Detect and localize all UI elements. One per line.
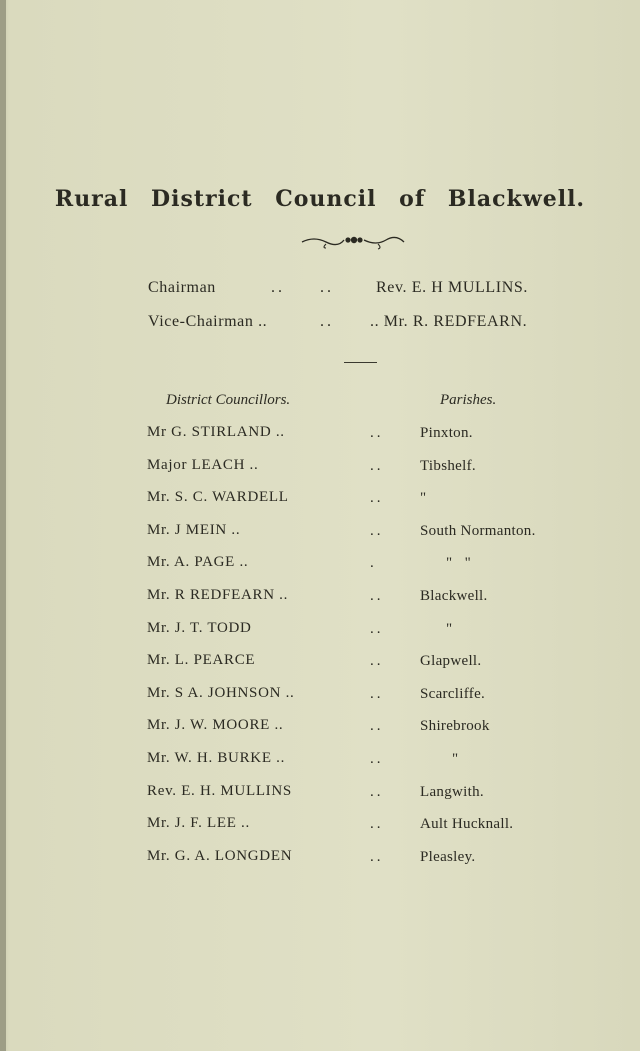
parish-name: South Normanton.	[420, 522, 536, 539]
officer-holder: .. Mr. R. REDFEARN.	[370, 313, 528, 330]
councillor-name: Mr. W. H. BURKE ..	[147, 749, 286, 766]
list-item	[0, 717, 640, 750]
councillors-column-header: District Councillors.	[166, 392, 291, 408]
list-item	[0, 783, 640, 816]
parish-name: " "	[446, 555, 471, 572]
leader-dots: ..	[370, 816, 384, 833]
parish-name: Pinxton.	[420, 425, 473, 441]
list-item	[0, 620, 640, 653]
parish-name: Ault Hucknall.	[420, 816, 514, 833]
leader-dots: ..	[370, 685, 384, 702]
leader-dots: ..	[370, 425, 384, 441]
councillor-name: Mr. J. W. MOORE ..	[147, 717, 284, 734]
council-title: Rural District Council of Blackwell.	[54, 186, 586, 212]
leader-dots: ..	[320, 279, 334, 296]
councillor-name: Mr. J. F. LEE ..	[147, 815, 250, 832]
list-item	[0, 424, 640, 457]
parishes-column-header: Parishes.	[440, 392, 497, 408]
parish-name: Scarcliffe.	[420, 685, 486, 702]
list-item	[0, 587, 640, 620]
councillor-list	[0, 424, 640, 880]
list-item	[0, 457, 640, 490]
councillor-name: Mr. A. PAGE ..	[147, 554, 249, 571]
councillor-name: Mr. L. PEARCE	[147, 652, 256, 669]
councillor-name: Mr. S. C. WARDELL	[147, 489, 289, 506]
leader-dots: ..	[370, 587, 384, 604]
parish-name: Blackwell.	[420, 587, 488, 604]
councillor-name: Mr G. STIRLAND ..	[147, 424, 285, 440]
officer-row-chairman	[0, 279, 640, 303]
leader-dots: ..	[370, 653, 384, 670]
leader-dots: ..	[370, 457, 384, 474]
parish-name: "	[452, 750, 459, 767]
section-divider	[344, 362, 377, 363]
parish-name: Langwith.	[420, 783, 484, 800]
list-item	[0, 652, 640, 685]
parish-name: "	[446, 620, 453, 637]
list-item	[0, 685, 640, 718]
councillor-name: Rev. E. H. MULLINS	[147, 782, 292, 799]
parish-name: "	[420, 490, 427, 507]
leader-dots: ..	[370, 620, 384, 637]
councillor-name: Mr. S A. JOHNSON ..	[147, 684, 295, 701]
councillor-name: Major LEACH ..	[147, 456, 259, 473]
leader-dots: ..	[370, 848, 384, 865]
leader-dots: ..	[370, 718, 384, 735]
leader-dots: ..	[271, 279, 285, 296]
leader-dots: ..	[370, 750, 384, 767]
leader-dots: ..	[370, 490, 384, 507]
officer-role: Vice-Chairman ..	[148, 313, 268, 330]
officer-holder: Rev. E. H MULLINS.	[376, 279, 528, 296]
ornament-flourish-icon	[300, 230, 406, 250]
list-item	[0, 750, 640, 783]
councillor-name: Mr. J MEIN ..	[147, 521, 241, 538]
leader-dots: ..	[370, 522, 384, 539]
leader-dots: ..	[370, 783, 384, 800]
list-item	[0, 815, 640, 848]
councillor-name: Mr. R REDFEARN ..	[147, 586, 289, 603]
list-item	[0, 848, 640, 881]
officer-role: Chairman	[148, 279, 216, 296]
list-item	[0, 489, 640, 522]
parish-name: Shirebrook	[420, 718, 490, 735]
list-item	[0, 554, 640, 587]
parish-name: Pleasley.	[420, 848, 476, 865]
list-item	[0, 522, 640, 555]
officer-row-vice-chairman	[0, 313, 640, 337]
leader-dots: .	[370, 555, 377, 572]
parish-name: Glapwell.	[420, 653, 482, 670]
councillor-name: Mr. G. A. LONGDEN	[147, 847, 293, 864]
councillor-name: Mr. J. T. TODD	[147, 619, 252, 636]
parish-name: Tibshelf.	[420, 457, 476, 474]
leader-dots: ..	[320, 313, 334, 330]
